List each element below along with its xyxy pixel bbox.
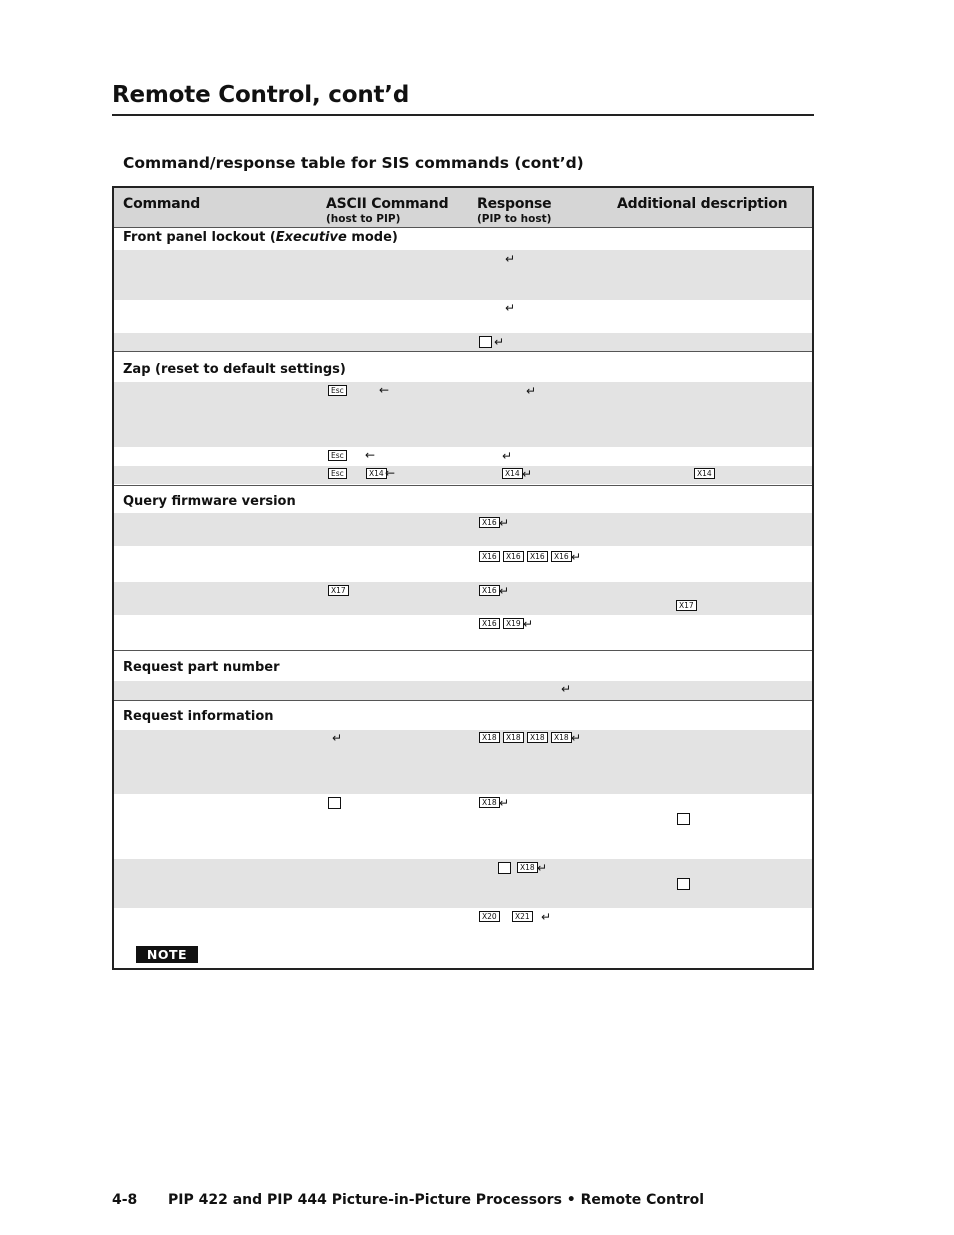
esc-key-icon: Esc <box>328 468 347 479</box>
note-badge: NOTE <box>136 946 198 963</box>
footer-page-number: 4-8 <box>112 1192 138 1208</box>
header-response: Response <box>477 196 552 212</box>
section-query-firmware: Query firmware version <box>123 494 296 509</box>
left-arrow-icon: ← <box>385 466 396 480</box>
table-row <box>114 859 812 908</box>
variable-box-icon <box>677 878 690 890</box>
page-title: Remote Control, cont’d <box>112 82 410 108</box>
header-command: Command <box>123 196 201 212</box>
variable-box-icon <box>479 336 492 348</box>
x16-variable-icon: X16 <box>479 551 500 562</box>
esc-key-icon: Esc <box>328 450 347 461</box>
x16-variable-icon: X16 <box>503 551 524 562</box>
x18-variable-icon: X18 <box>503 732 524 743</box>
return-icon: ↵ <box>499 584 510 598</box>
header-ascii-command: ASCII Command <box>326 196 449 212</box>
x16-variable-icon: X16 <box>527 551 548 562</box>
title-rule <box>112 114 814 116</box>
variable-box-icon <box>328 797 341 809</box>
header-response-sub: (PIP to host) <box>477 213 552 225</box>
left-arrow-icon: ← <box>379 383 390 397</box>
header-ascii-sub: (host to PIP) <box>326 213 401 225</box>
x18-variable-icon: X18 <box>517 862 538 873</box>
section-request-part-number: Request part number <box>123 660 280 675</box>
section-divider <box>114 351 812 352</box>
return-icon: ↵ <box>571 731 582 745</box>
x18-variable-icon: X18 <box>479 732 500 743</box>
return-icon: ↵ <box>505 301 516 315</box>
return-icon: ↵ <box>541 910 552 924</box>
return-icon: ↵ <box>571 550 582 564</box>
section-zap: Zap (reset to default settings) <box>123 362 346 377</box>
variable-box-icon <box>498 862 511 874</box>
section-divider <box>114 485 812 486</box>
x17-variable-icon: X17 <box>328 585 349 596</box>
x14-variable-icon: X14 <box>694 468 715 479</box>
section-request-information: Request information <box>123 709 274 724</box>
x20-variable-icon: X20 <box>479 911 500 922</box>
table-row <box>114 681 812 700</box>
section-divider <box>114 700 812 701</box>
return-icon: ↵ <box>494 335 505 349</box>
x18-variable-icon: X18 <box>479 797 500 808</box>
table-row <box>114 250 812 300</box>
x19-variable-icon: X19 <box>503 618 524 629</box>
x16-variable-icon: X16 <box>479 585 500 596</box>
table-row <box>114 730 812 794</box>
table-row <box>114 513 812 546</box>
section-label: Front panel lockout ( <box>123 230 276 245</box>
section-label-italic: Executive <box>275 230 347 245</box>
x14-variable-icon: X14 <box>366 468 387 479</box>
return-icon: ↵ <box>332 731 343 745</box>
footer-text: PIP 422 and PIP 444 Picture-in-Picture Processors • Remote Control <box>168 1192 705 1208</box>
return-icon: ↵ <box>537 861 548 875</box>
return-icon: ↵ <box>499 516 510 530</box>
return-icon: ↵ <box>561 682 572 696</box>
table-row <box>114 333 812 351</box>
return-icon: ↵ <box>522 467 533 481</box>
table-row <box>114 582 812 615</box>
x17-variable-icon: X17 <box>676 600 697 611</box>
x16-variable-icon: X16 <box>479 517 500 528</box>
x18-variable-icon: X18 <box>551 732 572 743</box>
x21-variable-icon: X21 <box>512 911 533 922</box>
table-title: Command/response table for SIS commands (cont’d) <box>123 154 584 172</box>
return-icon: ↵ <box>505 252 516 266</box>
section-front-panel-lockout <box>123 230 398 245</box>
table-header <box>114 188 812 228</box>
sis-command-table <box>112 186 814 970</box>
return-icon: ↵ <box>526 384 537 398</box>
left-arrow-icon: ← <box>365 448 376 462</box>
x16-variable-icon: X16 <box>551 551 572 562</box>
variable-box-icon <box>677 813 690 825</box>
return-icon: ↵ <box>499 796 510 810</box>
x18-variable-icon: X18 <box>527 732 548 743</box>
return-icon: ↵ <box>523 617 534 631</box>
esc-key-icon: Esc <box>328 385 347 396</box>
return-icon: ↵ <box>502 449 513 463</box>
header-description: Additional description <box>617 196 788 212</box>
x16-variable-icon: X16 <box>479 618 500 629</box>
section-divider <box>114 650 812 651</box>
section-label: mode) <box>346 230 398 245</box>
x14-variable-icon: X14 <box>502 468 523 479</box>
table-row <box>114 382 812 447</box>
